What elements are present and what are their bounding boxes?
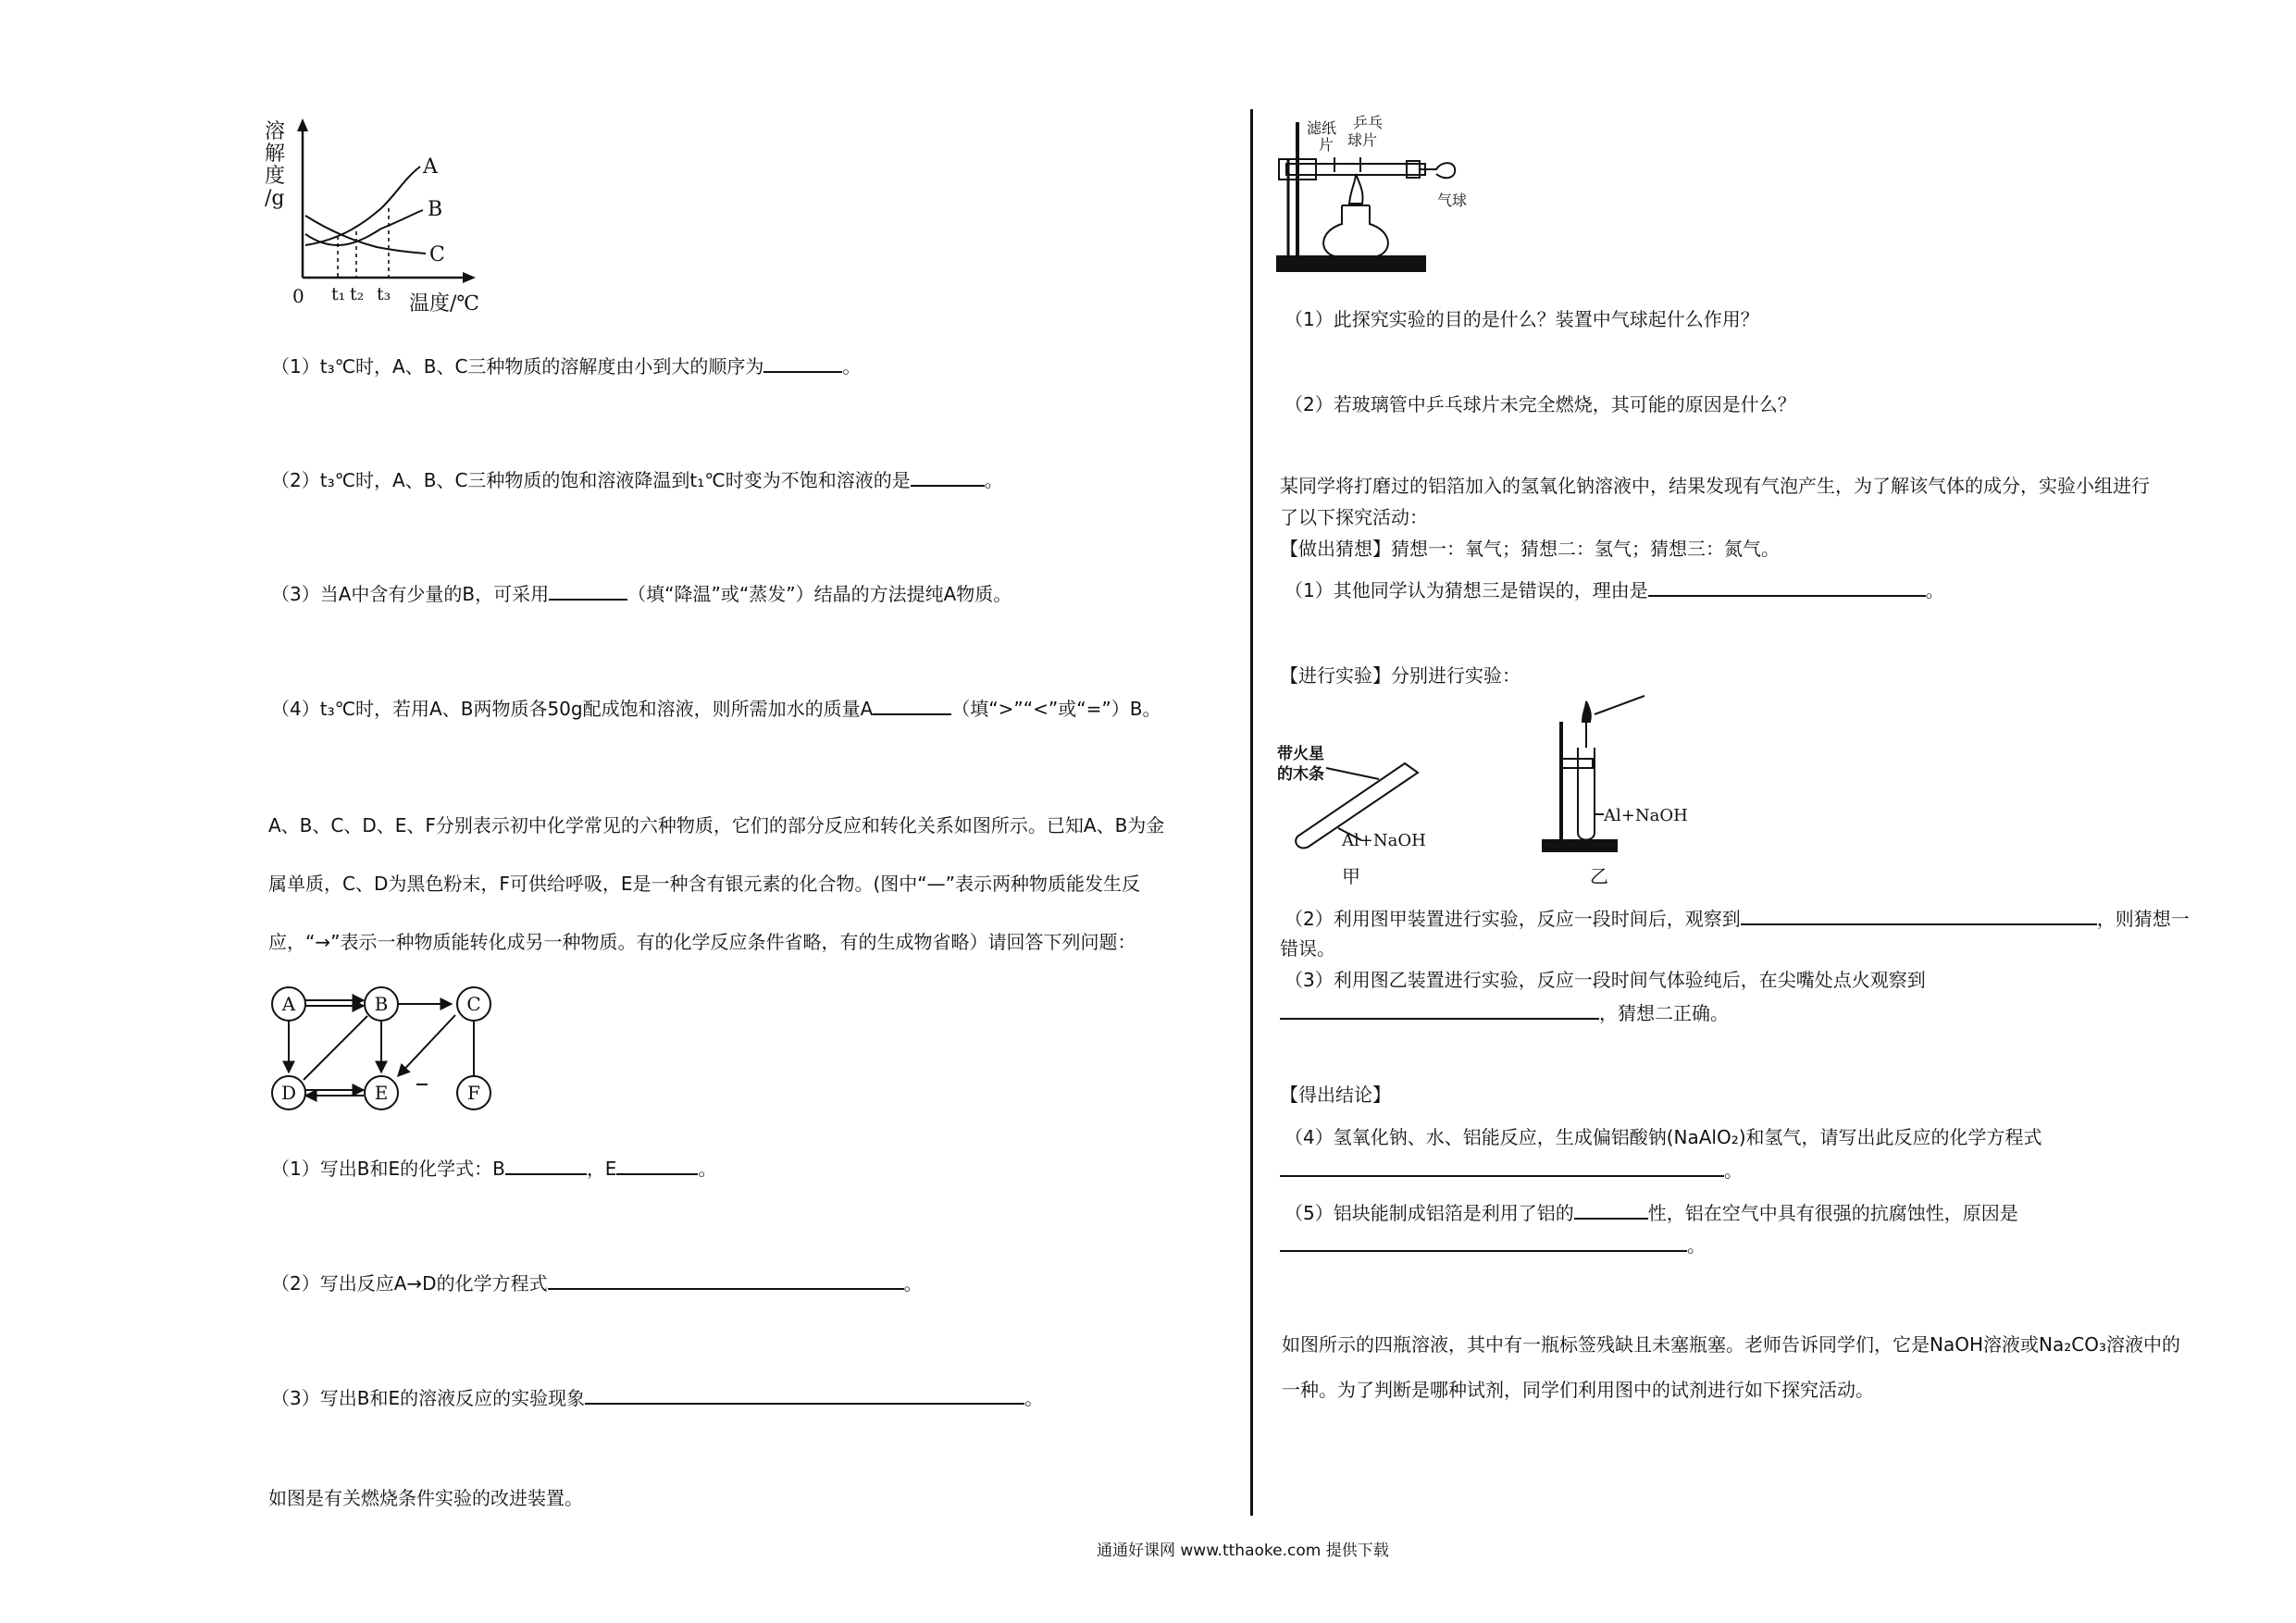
q-text-2: ，E xyxy=(586,1158,617,1180)
curve-c-label: C xyxy=(429,243,445,266)
column-divider xyxy=(1250,109,1253,1516)
guess-line: 【做出猜想】猜想一：氧气；猜想二：氢气；猜想三：氮气。 xyxy=(1280,538,1780,560)
label-pingpong-2: 球片 xyxy=(1347,131,1378,149)
combustion-intro: 如图是有关燃烧条件实验的改进装置。 xyxy=(268,1487,583,1509)
answer-blank-e[interactable] xyxy=(616,1157,698,1175)
label-filter-paper-2: 片 xyxy=(1319,136,1334,154)
answer-blank[interactable] xyxy=(1280,1001,1599,1020)
jia-label-1: 带火星 xyxy=(1277,745,1324,763)
q-text: t₃℃时，A、B、C三种物质的饱和溶液降温到t₁℃时变为不饱和溶液的是 xyxy=(319,469,911,491)
node-a-label: A xyxy=(281,993,296,1015)
q-text: 写出B和E的化学式：B xyxy=(319,1158,505,1180)
yi-flame xyxy=(1582,701,1591,722)
r-question-1: （1）此探究实验的目的是什么？装置中气球起什么作用？ xyxy=(1285,308,1759,330)
wood-splint xyxy=(1326,768,1379,779)
node-c-label: C xyxy=(466,993,481,1015)
q-end: 。 xyxy=(1925,579,1944,601)
intro-line-2: 属单质，C、D为黑色粉末，F可供给呼吸，E是一种含有银元素的化合物。(图中“—”表示两种物质能发生反 xyxy=(268,873,1141,895)
intro-line-3: 应，“→”表示一种物质能转化成另一种物质。有的化学反应条件省略，有的生成物省略）请回答下列问题： xyxy=(268,931,1136,953)
jia-reagent: Al+NaOH xyxy=(1342,831,1426,850)
q-text-2: 性，铝在空气中具有很强的抗腐蚀性，原因是 xyxy=(1647,1202,2018,1224)
experiment-title: 【进行实验】分别进行实验： xyxy=(1280,664,1520,687)
answer-blank[interactable] xyxy=(1741,907,2097,925)
part-1 xyxy=(271,1157,716,1181)
q-text-2: ，则猜想一 xyxy=(2096,908,2190,930)
q-text: （2）利用图甲装置进行实验，反应一段时间后，观察到 xyxy=(1285,908,1741,930)
y-label-char-1: 溶 xyxy=(265,120,286,143)
c-question-5-cont xyxy=(1280,1233,1706,1258)
curve-b xyxy=(305,210,423,245)
q-end: 。 xyxy=(1687,1234,1706,1257)
question-2 xyxy=(271,468,1003,492)
intro-paragraph xyxy=(268,811,1164,957)
jia-caption-text: 甲 xyxy=(1342,865,1360,887)
answer-blank[interactable] xyxy=(1648,578,1926,597)
q-end: 。 xyxy=(698,1158,717,1180)
y-label-char-3: 度 xyxy=(265,165,286,188)
node-b-label: B xyxy=(374,993,389,1015)
node-d-label: D xyxy=(280,1082,297,1104)
yi-caption-text: 乙 xyxy=(1590,865,1608,887)
q-text: 写出反应A→D的化学方程式 xyxy=(319,1272,548,1295)
question-1 xyxy=(271,354,861,378)
q-text-end: （填“>”“<”或“=”）B。 xyxy=(951,698,1161,720)
r-intro xyxy=(1280,474,2150,529)
yi-base xyxy=(1543,840,1617,851)
c-question-4-cont xyxy=(1280,1158,1743,1183)
question-3 xyxy=(271,582,1011,606)
y-label-char-2: 解 xyxy=(265,142,286,166)
g-question-1 xyxy=(1285,578,1944,602)
q-number: （3） xyxy=(271,583,320,605)
q-text: （1）其他同学认为猜想三是错误的，理由是 xyxy=(1285,579,1648,601)
q-text: 写出B和E的溶液反应的实验现象 xyxy=(319,1387,586,1409)
label-pingpong-1: 乒乓 xyxy=(1353,114,1384,131)
footer: 通通好课网 www.tthaoke.com 提供下载 xyxy=(1097,1542,1389,1560)
answer-blank[interactable] xyxy=(548,1271,904,1290)
flask xyxy=(1323,205,1388,256)
q-number: （2） xyxy=(271,1272,320,1295)
answer-blank-b[interactable] xyxy=(505,1157,587,1175)
answer-blank[interactable] xyxy=(1280,1233,1687,1252)
r-intro-line-2: 了以下探究活动： xyxy=(1280,506,1428,528)
q-number: （4） xyxy=(271,698,320,720)
x-axis-label: 温度/℃ xyxy=(409,292,480,315)
q-end: 。 xyxy=(903,1272,923,1295)
q-number: （1） xyxy=(271,355,320,378)
yi-splint xyxy=(1595,696,1644,714)
curve-a-label: A xyxy=(423,155,438,179)
answer-blank[interactable] xyxy=(763,354,842,373)
conclusion-title: 【得出结论】 xyxy=(1280,1084,1391,1106)
node-f-label: F xyxy=(467,1082,480,1104)
e-question-2 xyxy=(1285,907,2190,931)
q-number: （2） xyxy=(271,469,320,491)
figure-jia xyxy=(1275,740,1460,856)
answer-blank[interactable] xyxy=(585,1386,1024,1405)
question-4 xyxy=(271,697,1160,721)
q-text: t₃℃时，若用A、B两物质各50g配成饱和溶液，则所需加水的质量A xyxy=(319,698,874,720)
e-question-3: （3）利用图乙装置进行实验，反应一段时间气体验纯后，在尖嘴处点火观察到 xyxy=(1285,969,1926,991)
base-plate xyxy=(1277,256,1425,271)
label-balloon: 气球 xyxy=(1437,192,1468,209)
node-e-label: E xyxy=(374,1082,389,1104)
part-2 xyxy=(271,1271,923,1295)
answer-blank[interactable] xyxy=(873,697,951,715)
y-axis-arrow xyxy=(297,118,308,131)
q-number: （3） xyxy=(271,1387,320,1409)
q-text: 当A中含有少量的B，可采用 xyxy=(319,583,550,605)
combustion-apparatus xyxy=(1268,113,1481,284)
c-question-5 xyxy=(1285,1201,2018,1225)
intro-line-1: A、B、C、D、E、F分别表示初中化学常见的六种物质，它们的部分反应和转化关系如图所示。已知A、B为金 xyxy=(268,814,1165,836)
label-filter-paper-1: 滤纸 xyxy=(1307,119,1337,137)
q-text-end: （填“降温”或“蒸发”）结晶的方法提纯A物质。 xyxy=(627,583,1012,605)
q-end: ，猜想二正确。 xyxy=(1599,1002,1729,1024)
edge-b-d xyxy=(304,1016,367,1080)
e-question-2-cont: 错误。 xyxy=(1280,937,1335,960)
tick-t1: t₁ xyxy=(331,284,346,304)
part-3 xyxy=(271,1386,1043,1410)
x-axis-arrow xyxy=(463,272,476,283)
answer-blank[interactable] xyxy=(1280,1158,1724,1177)
origin-label: 0 xyxy=(292,285,304,307)
answer-blank[interactable] xyxy=(549,582,627,601)
flame xyxy=(1349,174,1363,204)
last-line-1: 如图所示的四瓶溶液，其中有一瓶标签残缺且未塞瓶塞。老师告诉同学们，它是NaOH溶液或Na₂CO₃溶液中的 xyxy=(1282,1333,2180,1356)
e-question-3-cont xyxy=(1280,1001,1729,1025)
curve-a xyxy=(305,167,420,245)
q-text: （5）铝块能制成铝箔是利用了铝的 xyxy=(1285,1202,1574,1224)
yi-reagent: Al+NaOH xyxy=(1604,806,1688,825)
q-end: 。 xyxy=(1024,1387,1044,1409)
curve-b-label: B xyxy=(428,198,443,221)
q-text: t₃℃时，A、B、C三种物质的溶解度由小到大的顺序为 xyxy=(319,355,764,378)
q-end: 。 xyxy=(842,355,862,378)
c-question-4: （4）氢氧化钠、水、铝能反应，生成偏铝酸钠(NaAlO₂)和氢气，请写出此反应的化学方程式 xyxy=(1285,1126,2042,1148)
edge-c-e xyxy=(398,1015,455,1076)
answer-blank[interactable] xyxy=(1574,1201,1648,1220)
figure-yi xyxy=(1541,694,1726,856)
relationship-graph xyxy=(268,985,518,1115)
tick-t3: t₃ xyxy=(377,284,391,304)
q-end: 。 xyxy=(984,469,1003,491)
r-intro-line-1: 某同学将打磨过的铝箔加入的氢氧化钠溶液中，结果发现有气泡产生，为了解该气体的成分，实验小组进行 xyxy=(1280,475,2150,497)
solubility-chart xyxy=(261,116,502,315)
answer-blank[interactable] xyxy=(911,468,985,487)
tick-t2: t₂ xyxy=(350,284,365,304)
y-label-char-4: /g xyxy=(265,187,285,210)
last-paragraph xyxy=(1282,1332,2180,1402)
glass-tube xyxy=(1286,164,1425,175)
r-question-2: （2）若玻璃管中乒乓球片未完全燃烧，其可能的原因是什么？ xyxy=(1285,393,1796,415)
q-number: （1） xyxy=(271,1158,320,1180)
q-end: 。 xyxy=(1724,1159,1743,1182)
last-line-2: 一种。为了判断是哪种试剂，同学们利用图中的试剂进行如下探究活动。 xyxy=(1282,1379,1874,1401)
jia-label-2: 的木条 xyxy=(1277,765,1324,784)
